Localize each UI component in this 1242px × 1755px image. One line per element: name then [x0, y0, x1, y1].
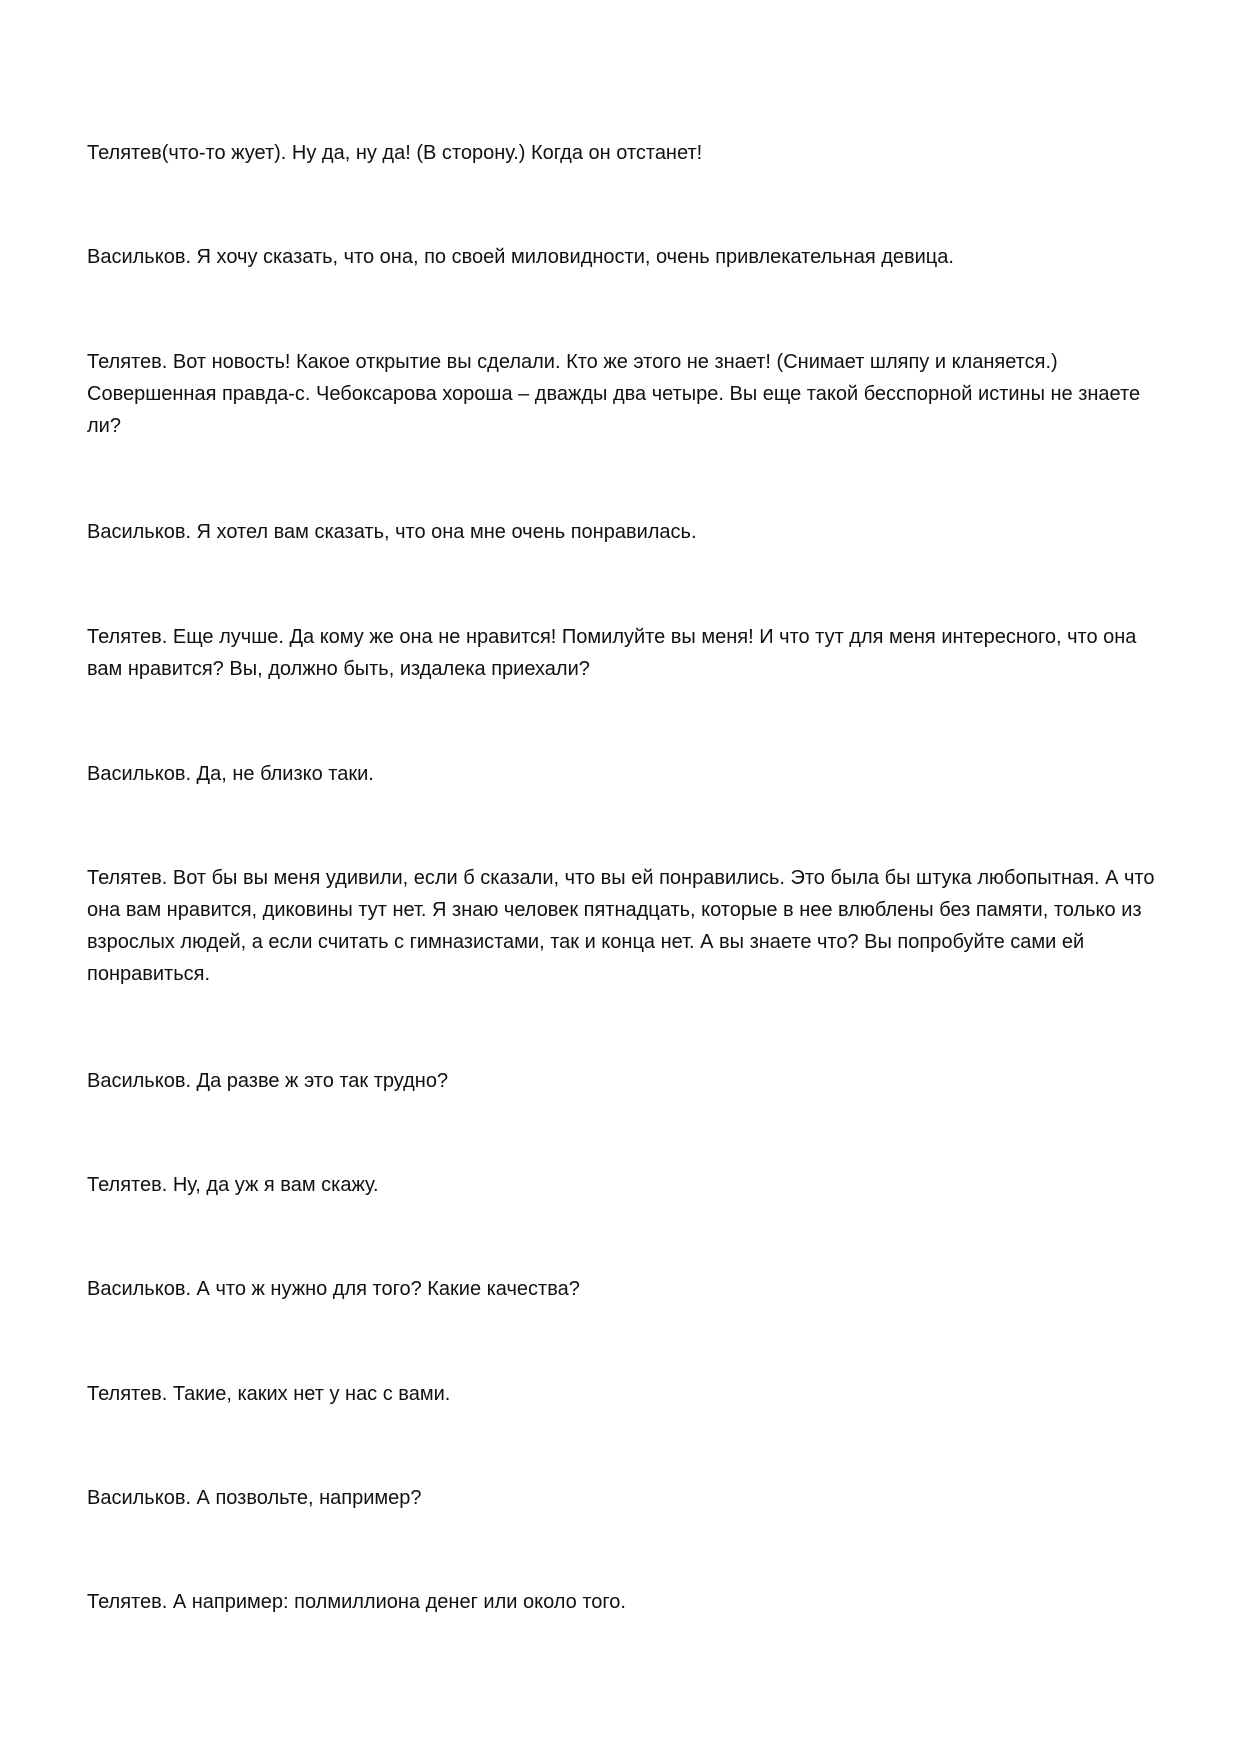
dialogue-paragraph-1: Телятев(что-то жует). Ну да, ну да! (В сторону.) Когда он отстанет! [87, 142, 703, 164]
dialogue-paragraph-4: Васильков. Я хотел вам сказать, что она мне очень понравилась. [87, 521, 697, 543]
dialogue-paragraph-2: Васильков. Я хочу сказать, что она, по своей миловидности, очень привлекательная девица. [87, 246, 954, 268]
dialogue-paragraph-3: Телятев. Вот новость! Какое открытие вы сделали. Кто же этого не знает! (Снимает шляпу и кланяется.) Совершенная правда-с. Чебоксарова хороша – дважды два четыре. Вы еще такой бесспорной истины не знаете ли? [87, 351, 1141, 437]
dialogue-paragraph-10: Васильков. А что ж нужно для того? Какие качества? [87, 1278, 580, 1300]
dialogue-paragraph-12: Васильков. А позвольте, например? [87, 1487, 422, 1509]
dialogue-paragraph-11: Телятев. Такие, каких нет у нас с вами. [87, 1383, 451, 1405]
dialogue-paragraph-8: Васильков. Да разве ж это так трудно? [87, 1070, 449, 1092]
dialogue-paragraph-6: Васильков. Да, не близко таки. [87, 763, 374, 785]
dialogue-paragraph-9: Телятев. Ну, да уж я вам скажу. [87, 1174, 379, 1196]
dialogue-paragraph-5: Телятев. Еще лучше. Да кому же она не нравится! Помилуйте вы меня! И что тут для меня интересного, что она вам нравится? Вы, должно быть, издалека приехали? [87, 626, 1137, 680]
dialogue-paragraph-13: Телятев. А например: полмиллиона денег или около того. [87, 1591, 626, 1613]
dialogue-paragraph-7: Телятев. Вот бы вы меня удивили, если б сказали, что вы ей понравились. Это была бы штука любопытная. А что она вам нравится, диковины тут нет. Я знаю человек пятнадцать, которые в нее влюблены без памяти, только из взрослых людей, а если считать с гимназистами, так и конца нет. А вы знаете что? Вы попробуйте сами ей понравиться. [87, 867, 1155, 985]
